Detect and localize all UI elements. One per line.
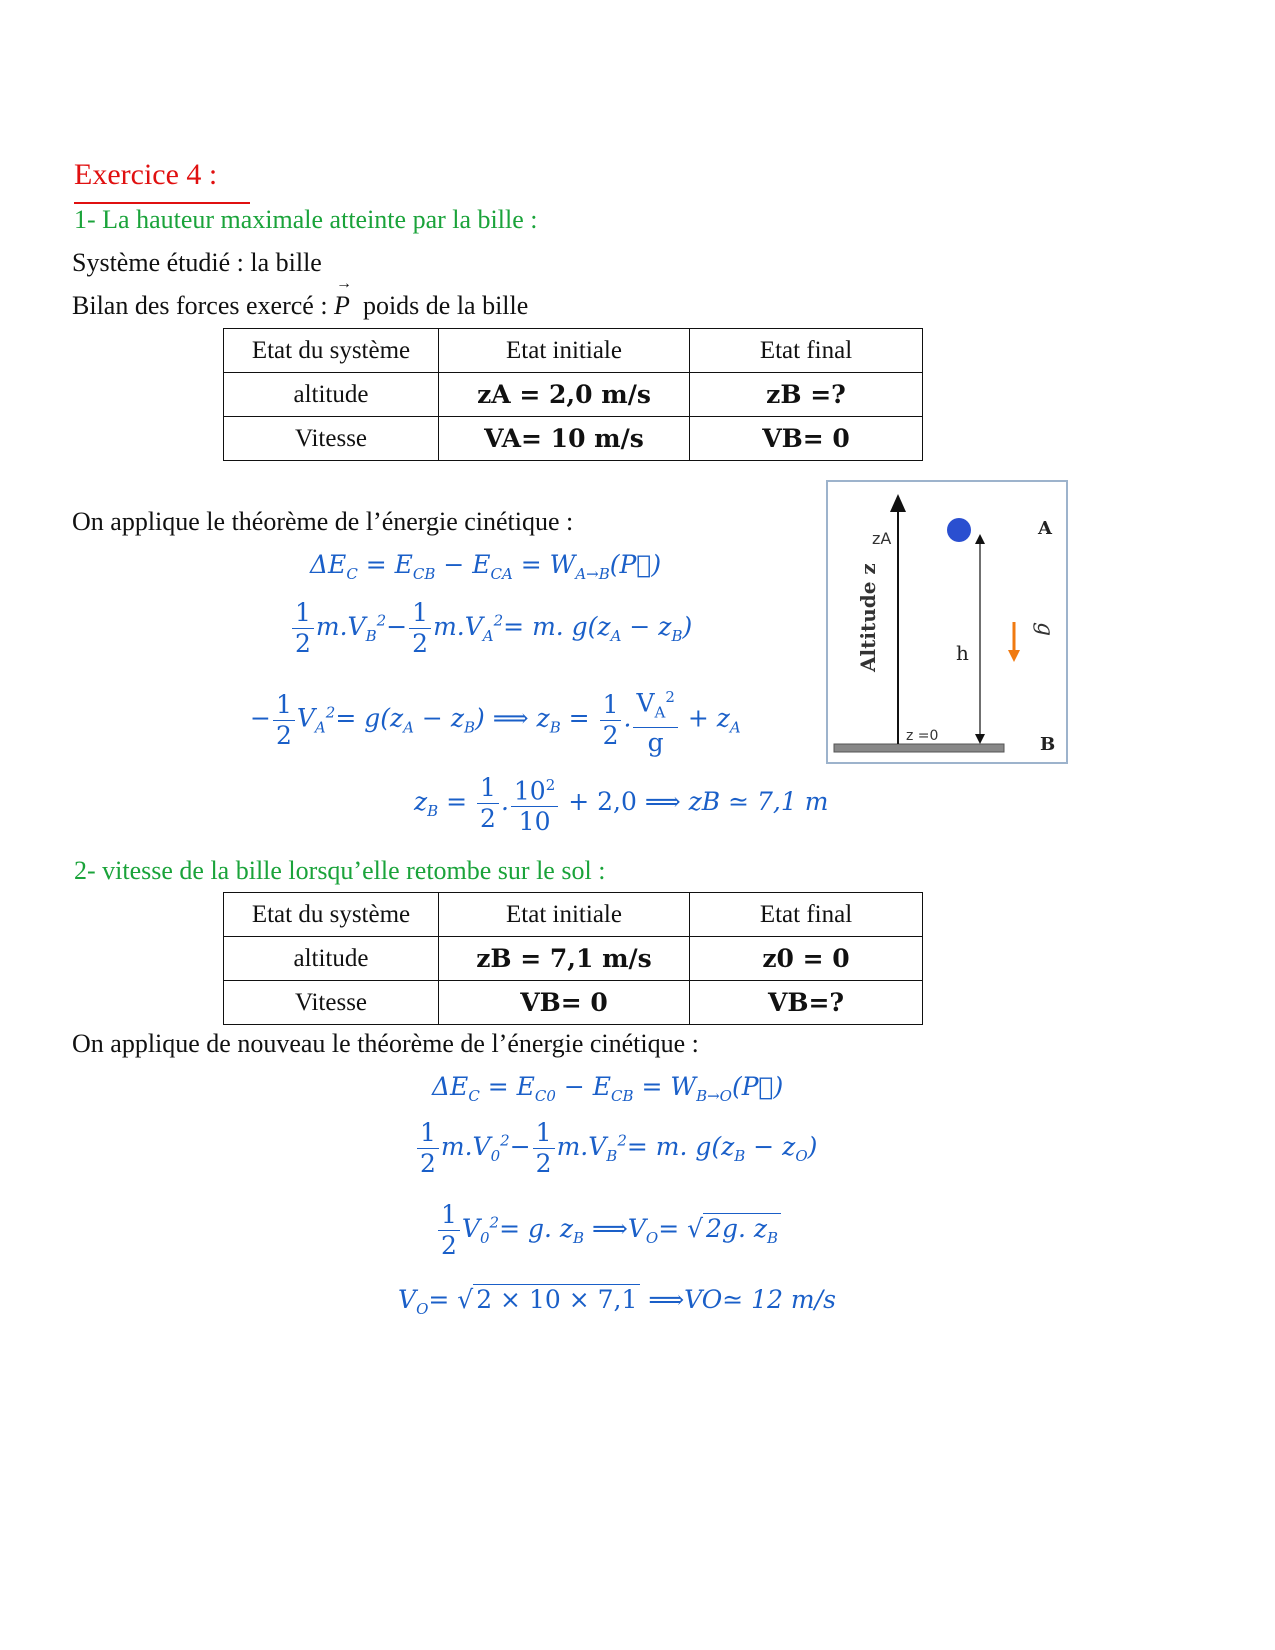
altitude-diagram: [828, 482, 1066, 762]
ball-icon: [947, 518, 971, 542]
table-row: [224, 417, 923, 461]
table-row: [224, 373, 923, 417]
system-studied: Système étudié : la bille: [72, 248, 322, 277]
forces-prefix: Bilan des forces exercé :: [72, 291, 328, 320]
table-row: [224, 981, 923, 1025]
equation-energy-2: $\Delta E_C = E_{C0} - E_{CB}$ = $W_{B\to O}(P⃗)$: [432, 1072, 784, 1105]
table-header-cell: Etat final: [690, 329, 923, 373]
table-cell: z0 = 0: [690, 937, 923, 981]
table-cell: zB = 7,1 m/s: [439, 937, 690, 981]
table-header-cell: Etat final: [690, 893, 923, 937]
theorem-statement-2: On applique de nouveau le théorème de l’énergie cinétique :: [72, 1029, 699, 1058]
table-header-cell: Etat initiale: [439, 329, 690, 373]
vo-result: VO≃ 12 m/s: [684, 1285, 836, 1314]
state-table-1: [223, 328, 923, 461]
equation-zb-result: $z_B$ = $\frac{1}{2}$ . $\frac{10^2}{10}$ + 2,0 ⟹ zB ≃ 7,1 m: [414, 770, 828, 837]
equation-zb-formula: − $\frac{1}{2}$ $V_A^2= g(z_A - z_B)$ ⟹ $z_B$ = $\frac{1}{2}$ . $\frac{V_A^2}{g}$ + $z_A$: [250, 682, 741, 758]
table-header-row: [224, 329, 923, 373]
question-1-heading: 1- La hauteur maximale atteinte par la bille :: [74, 205, 538, 234]
axis-label: Altitude z: [856, 563, 880, 672]
forces-suffix: poids de la bille: [362, 291, 529, 320]
table-cell: VB= 0: [690, 417, 923, 461]
height-arrow-down-icon: [975, 734, 985, 744]
table-cell: Vitesse: [224, 417, 439, 461]
table-row: [224, 937, 923, 981]
point-a-label: A: [1038, 518, 1052, 539]
table-header-row: [224, 893, 923, 937]
question-2-heading: 2- vitesse de la bille lorsqu’elle retombe sur le sol :: [74, 856, 606, 885]
state-table-2: [223, 892, 923, 1025]
table-header-cell: Etat initiale: [439, 893, 690, 937]
equation-kinetic-1: $\frac{1}{2}$ $m.V_B^2-$ $\frac{1}{2}$ $m.V_A^2= m$. $g(z_A - z_B)$: [290, 598, 692, 659]
height-arrow-up-icon: [975, 534, 985, 544]
table-cell: VA= 10 m/s: [439, 417, 690, 461]
table-cell: VB=?: [690, 981, 923, 1025]
equation-kinetic-2: $\frac{1}{2}$ $m.V_0^2-$ $\frac{1}{2}$ $m.V_B^2= m$. $g(z_B - z_O)$: [415, 1118, 817, 1179]
g-label: g: [1032, 622, 1057, 637]
equation-energy-1: $\Delta E_C = E_{CB} - E_{CA}$ = $W_{A\to B}(P⃗)$: [310, 550, 662, 583]
ground-label: z =0: [906, 728, 939, 744]
altitude-figure: [826, 480, 1068, 764]
table-cell: Vitesse: [224, 981, 439, 1025]
table-cell: zB =?: [690, 373, 923, 417]
exercise-title: Exercice 4 :: [74, 158, 218, 191]
axis-arrow-icon: [890, 494, 906, 512]
table-cell: zA = 2,0 m/s: [439, 373, 690, 417]
equation-vo-formula: $\frac{1}{2}$ $V_0^2= g$. $z_B$ $⟹V_O=$ √ 2g. $z_B$: [436, 1200, 781, 1261]
h-label: h: [956, 641, 969, 665]
table-header-cell: Etat du système: [224, 893, 439, 937]
za-label: zA: [872, 529, 892, 548]
table-cell: altitude: [224, 937, 439, 981]
table-header-cell: Etat du système: [224, 329, 439, 373]
zb-result: zB ≃ 7,1 m: [688, 787, 829, 817]
gravity-arrow-icon: [1008, 650, 1020, 662]
ground-bar: [834, 744, 1004, 752]
equation-vo-result: $V_O=$ √ 2 × 10 × 7,1 ⟹VO≃ 12 m/s: [398, 1285, 836, 1318]
table-cell: VB= 0: [439, 981, 690, 1025]
theorem-statement-1: On applique le théorème de l’énergie cinétique :: [72, 507, 574, 536]
weight-vector: → P: [334, 275, 353, 320]
forces-summary: [72, 275, 529, 321]
title-underline: [74, 202, 250, 204]
table-cell: altitude: [224, 373, 439, 417]
point-b-label: B: [1040, 734, 1056, 755]
